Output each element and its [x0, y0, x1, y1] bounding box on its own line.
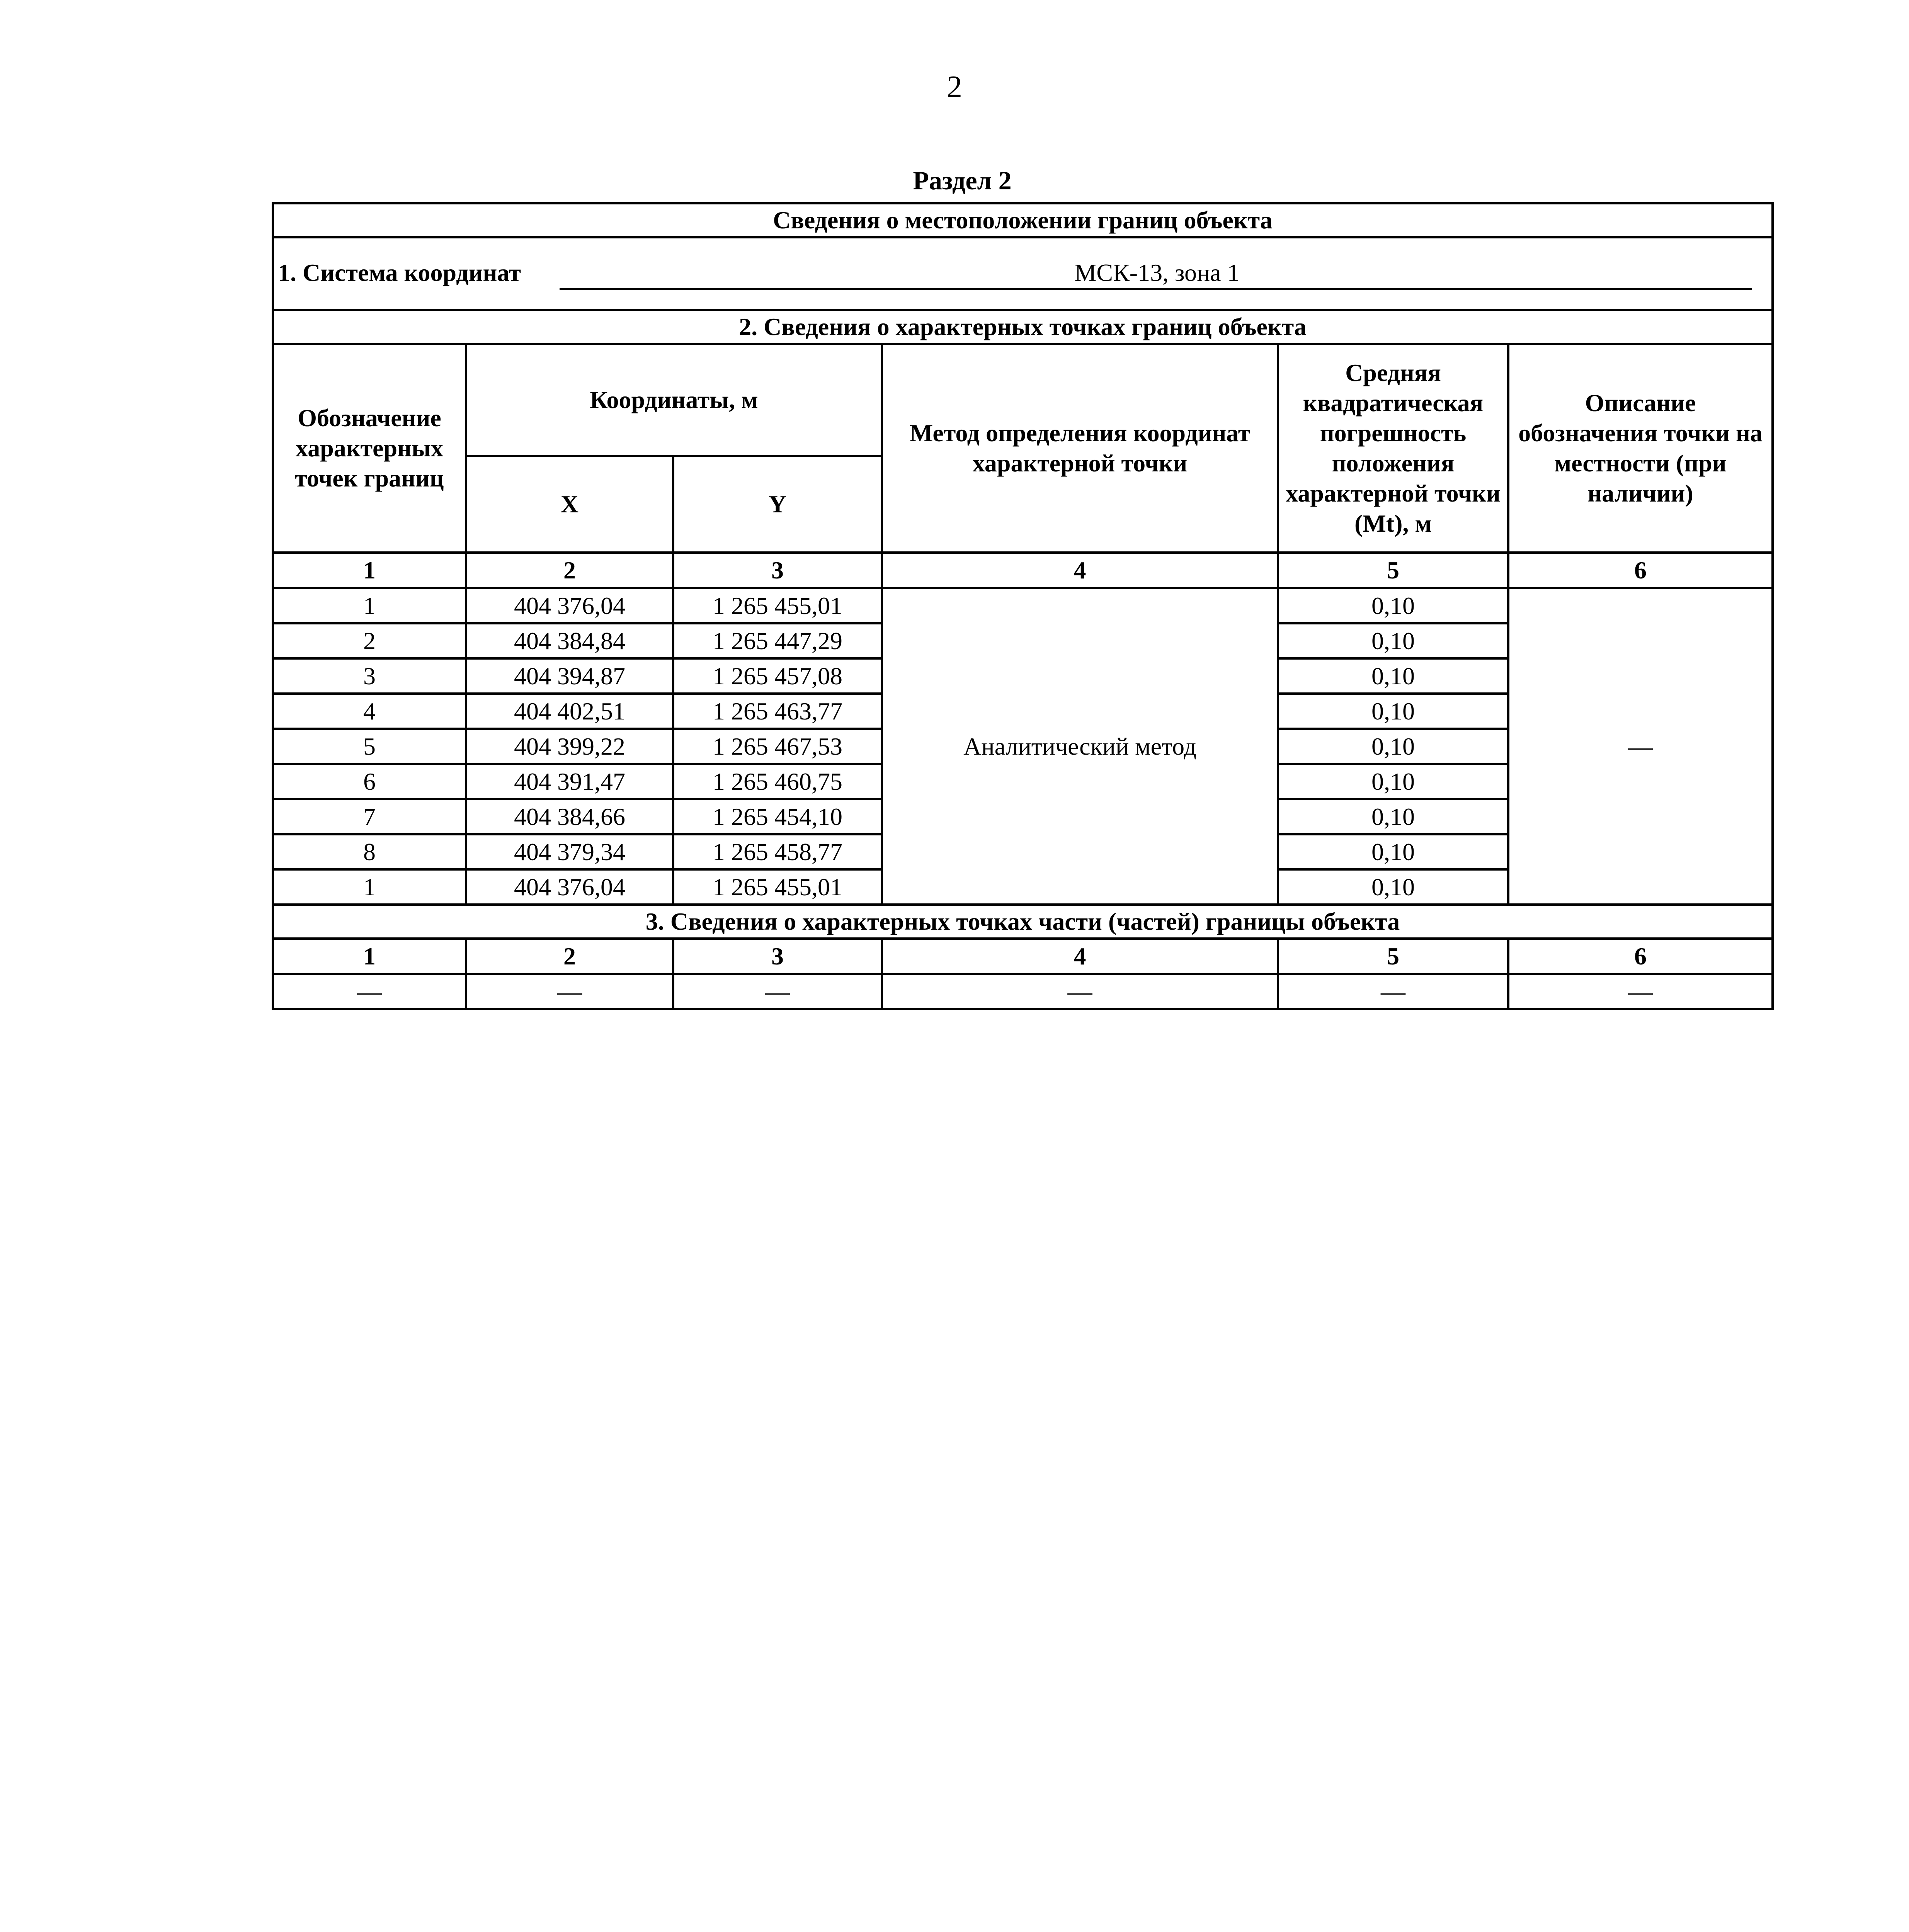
coordinate-system-label: 1. Система координат: [278, 259, 521, 286]
point-id: 1: [273, 588, 466, 623]
point-id: 7: [273, 799, 466, 834]
table-row: [273, 588, 1773, 623]
point-y: 1 265 467,53: [673, 729, 882, 764]
column-number: 5: [1278, 939, 1508, 974]
coordinate-system-cell: [273, 237, 1773, 310]
header-error: Средняя квадратическая погрешность положения характерной точки (Mt), м: [1278, 344, 1508, 553]
point-x: 404 394,87: [466, 658, 673, 694]
point-mt: 0,10: [1278, 694, 1508, 729]
point-id: 3: [273, 658, 466, 694]
point-id: 4: [273, 694, 466, 729]
column-number: 3: [673, 553, 882, 588]
parts-column-numbers-row: [273, 939, 1773, 974]
point-id: 1: [273, 869, 466, 905]
point-mt: 0,10: [1278, 623, 1508, 658]
point-y: 1 265 463,77: [673, 694, 882, 729]
column-numbers-row: [273, 553, 1773, 588]
point-id: 5: [273, 729, 466, 764]
parts-cell: —: [1508, 974, 1773, 1009]
point-y: 1 265 457,08: [673, 658, 882, 694]
parts-cell: —: [273, 974, 466, 1009]
column-number: 6: [1508, 553, 1773, 588]
header-method: Метод определения координат характерной точки: [882, 344, 1278, 553]
point-mt: 0,10: [1278, 869, 1508, 905]
point-x: 404 402,51: [466, 694, 673, 729]
point-y: 1 265 447,29: [673, 623, 882, 658]
parts-row: [273, 974, 1773, 1009]
page-number: 2: [947, 70, 962, 104]
column-number: 1: [273, 939, 466, 974]
method-value: Аналитический метод: [882, 588, 1278, 905]
column-number: 5: [1278, 553, 1508, 588]
points-title: 2. Сведения о характерных точках границ объекта: [273, 310, 1773, 344]
column-number: 2: [466, 553, 673, 588]
point-x: 404 376,04: [466, 588, 673, 623]
column-number: 6: [1508, 939, 1773, 974]
point-x: 404 384,84: [466, 623, 673, 658]
point-id: 2: [273, 623, 466, 658]
point-mt: 0,10: [1278, 764, 1508, 799]
point-x: 404 379,34: [466, 834, 673, 869]
point-id: 6: [273, 764, 466, 799]
point-mt: 0,10: [1278, 729, 1508, 764]
column-number: 4: [882, 553, 1278, 588]
header-coordinates: Координаты, м: [466, 344, 882, 456]
object-title: Сведения о местоположении границ объекта: [273, 203, 1773, 237]
header-x: X: [466, 456, 673, 553]
description-value: —: [1508, 588, 1773, 905]
coordinate-system-value: МСК-13, зона 1: [560, 257, 1752, 290]
column-number: 2: [466, 939, 673, 974]
point-x: 404 384,66: [466, 799, 673, 834]
point-mt: 0,10: [1278, 799, 1508, 834]
boundary-table: [272, 202, 1774, 1010]
header-description: Описание обозначения точки на местности (при наличии): [1508, 344, 1773, 553]
parts-cell: —: [882, 974, 1278, 1009]
point-y: 1 265 460,75: [673, 764, 882, 799]
column-number: 4: [882, 939, 1278, 974]
point-x: 404 399,22: [466, 729, 673, 764]
parts-cell: —: [466, 974, 673, 1009]
column-number: 1: [273, 553, 466, 588]
point-y: 1 265 455,01: [673, 869, 882, 905]
point-x: 404 391,47: [466, 764, 673, 799]
parts-cell: —: [673, 974, 882, 1009]
parts-cell: —: [1278, 974, 1508, 1009]
point-y: 1 265 458,77: [673, 834, 882, 869]
point-y: 1 265 454,10: [673, 799, 882, 834]
point-y: 1 265 455,01: [673, 588, 882, 623]
section-heading: Раздел 2: [913, 166, 1012, 195]
column-number: 3: [673, 939, 882, 974]
point-mt: 0,10: [1278, 834, 1508, 869]
point-x: 404 376,04: [466, 869, 673, 905]
point-mt: 0,10: [1278, 658, 1508, 694]
point-id: 8: [273, 834, 466, 869]
point-mt: 0,10: [1278, 588, 1508, 623]
parts-title: 3. Сведения о характерных точках части (частей) границы объекта: [273, 905, 1773, 939]
header-y: Y: [673, 456, 882, 553]
header-designation: Обозначение характерных точек границ: [273, 344, 466, 553]
